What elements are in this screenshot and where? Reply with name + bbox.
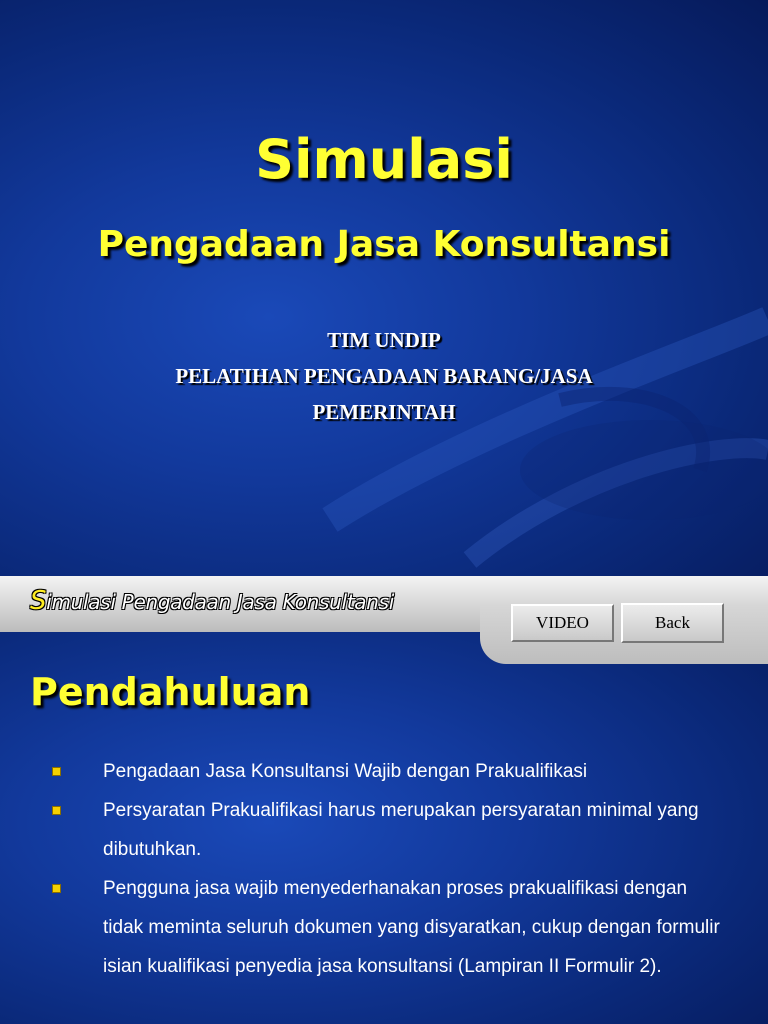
slide-title: Simulasi bbox=[255, 128, 513, 191]
bullet-list bbox=[0, 752, 768, 986]
list-item bbox=[0, 752, 768, 791]
header-title-initial: S bbox=[30, 586, 47, 616]
credit-line: PEMERINTAH bbox=[312, 400, 456, 424]
back-button[interactable]: Back bbox=[621, 603, 724, 643]
list-item bbox=[0, 869, 768, 986]
square-bullet-icon bbox=[52, 767, 61, 776]
header-bar-title bbox=[30, 586, 394, 616]
list-item-text: Pengadaan Jasa Konsultansi Wajib dengan Prakualifikasi bbox=[103, 761, 588, 782]
section-heading: Pendahuluan bbox=[30, 670, 311, 714]
list-item-text: Pengguna jasa wajib menyederhanakan proses prakualifikasi dengan tidak meminta seluruh dokumen yang disyaratkan, cukup dengan formulir isian kualifikasi penyedia jasa konsultansi (Lampiran II Formulir 2). bbox=[103, 878, 720, 977]
content-slide bbox=[0, 576, 768, 1024]
slide-credits bbox=[0, 322, 768, 430]
list-item-text: Persyaratan Prakualifikasi harus merupakan persyaratan minimal yang dibutuhkan. bbox=[103, 800, 699, 860]
square-bullet-icon bbox=[52, 884, 61, 893]
slide-subtitle: Pengadaan Jasa Konsultansi bbox=[97, 224, 671, 265]
list-item bbox=[0, 791, 768, 869]
credit-line: TIM UNDIP bbox=[327, 328, 441, 352]
video-button[interactable]: VIDEO bbox=[511, 604, 614, 642]
square-bullet-icon bbox=[52, 806, 61, 815]
credit-line: PELATIHAN PENGADAAN BARANG/JASA bbox=[175, 364, 593, 388]
header-title-text: imulasi Pengadaan Jasa Konsultansi bbox=[46, 590, 395, 614]
